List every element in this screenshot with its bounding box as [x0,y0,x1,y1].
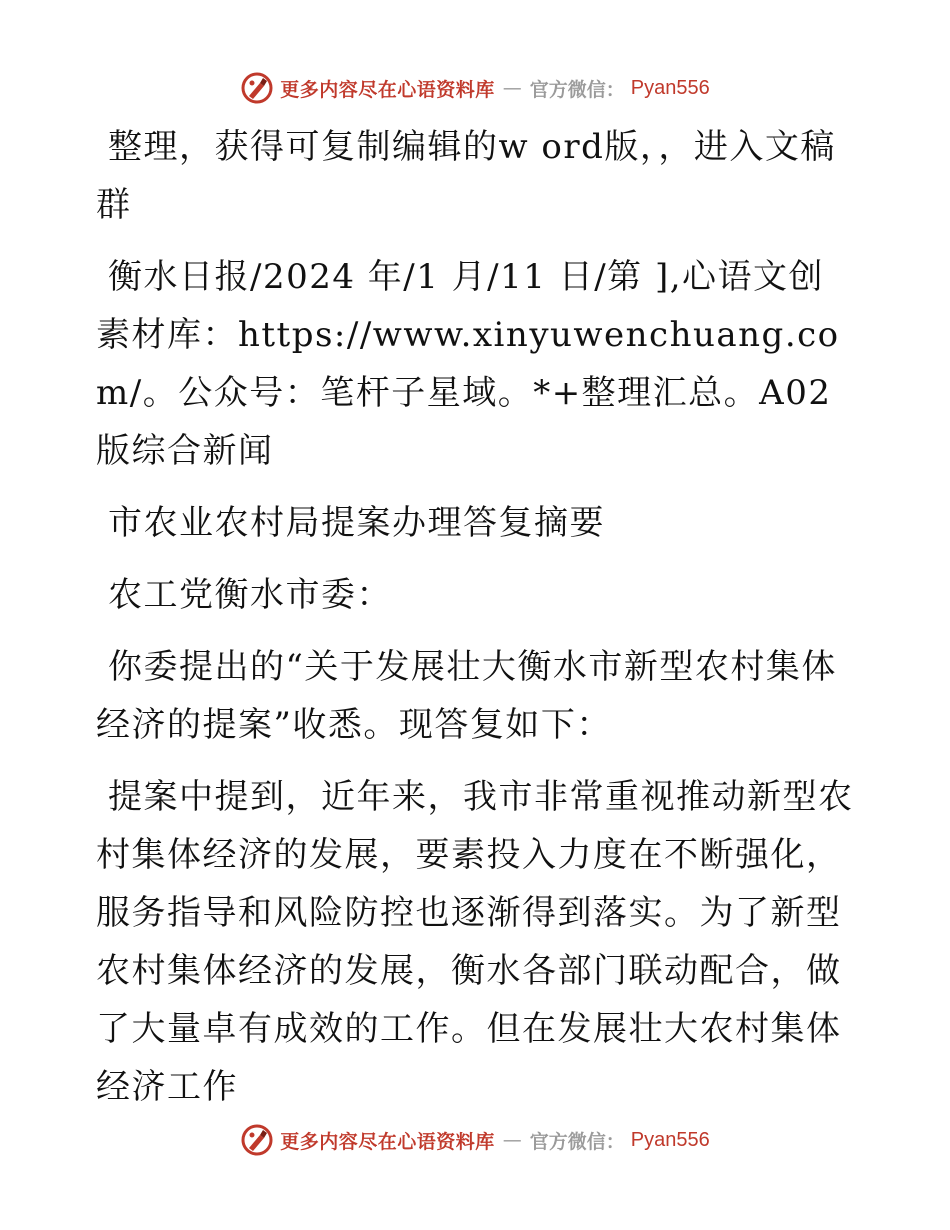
banner-wechat-id: Pyan556 [630,1128,710,1151]
document-body [96,118,856,1130]
pen-logo-icon [240,71,274,105]
banner-wechat-label: 官方微信： [529,78,625,101]
footer-banner [0,1120,950,1160]
header-banner [0,68,950,108]
paragraph: 你委提出的“关于发展壮大衡水市新型农村集体经济的提案”收悉。现答复如下： [96,647,837,745]
banner-separator: — [502,1129,522,1151]
pen-logo-icon [240,1123,274,1157]
banner-wechat-label: 官方微信： [529,1130,625,1153]
banner-text: 更多内容尽在心语资料库 [280,78,495,101]
paragraph: 市农业农村局提案办理答复摘要 [108,503,605,543]
banner-separator: — [502,77,522,99]
paragraph: 整理，获得可复制编辑的w ord版，，进入文稿群 [96,127,836,225]
paragraph: 提案中提到，近年来，我市非常重视推动新型农村集体经济的发展，要素投入力度在不断强化，服务指导和风险防控也逐渐得到落实。为了新型农村集体经济的发展，衡水各部门联动配合，做了大量卓有成效的工作。但在发展壮大农村集体经济工作 [96,777,854,1107]
paragraph: 农工党衡水市委： [108,575,392,615]
banner-wechat-id: Pyan556 [630,76,710,99]
banner-text: 更多内容尽在心语资料库 [280,1130,495,1153]
paragraph: 衡水日报/2024 年/1 月/11 日/第 ],心语文创素材库：https://www.xinyuwenchuang.com/。公众号：笔杆子星域。*+整理汇总。A02 版综合新闻 [96,257,840,471]
